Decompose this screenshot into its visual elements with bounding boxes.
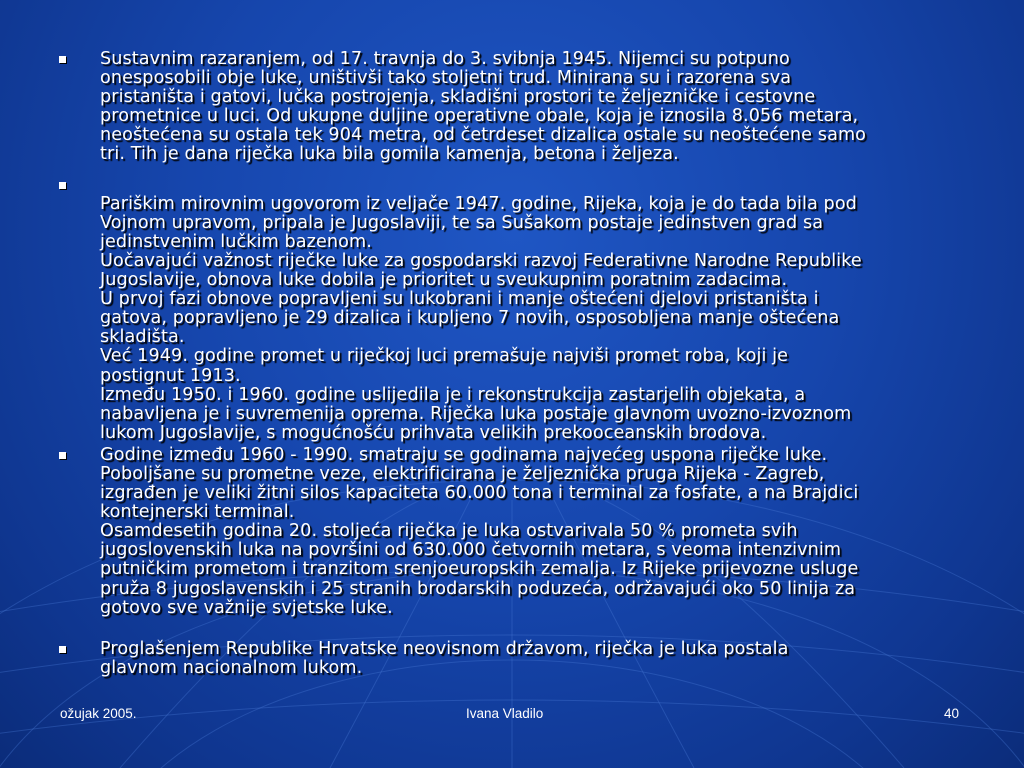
- text-line: kontejnerski terminal.: [100, 502, 295, 523]
- text-line: [100, 176, 974, 195]
- text-line: neoštećena su ostala tek 904 metra, od četrdeset dizalica ostale su neoštećene samo: [100, 125, 867, 146]
- text-line: onesposobili obje luke, uništivši tako stoljetni trud. Minirana su i razorena sva: [100, 68, 792, 89]
- text-line: Jugoslavije, obnova luke dobila je prioritet u sveukupnim poratnim zadacima.: [100, 270, 788, 291]
- text-line: gatova, popravljeno je 29 dizalica i kupljeno 7 novih, osposobljena manje oštećena: [100, 308, 840, 329]
- text-line: jugoslovenskih luka na površini od 630.000 četvornih metara, s veoma intenzivnim: [100, 540, 842, 561]
- text-line: izgrađen je veliki žitni silos kapaciteta 60.000 tona i terminal za fosfate, a na Brajdici: [100, 483, 859, 504]
- text-line: U prvoj fazi obnove popravljeni su lukobrani i manje oštećeni djelovi pristaništa i: [100, 289, 819, 310]
- square-bullet-icon: [59, 452, 66, 459]
- text-line: Osamdesetih godina 20. stoljeća riječka je luka ostvarivala 50 % prometa svih: [100, 521, 798, 542]
- text-line: pruža 8 jugoslavenskih i 25 stranih brodarskih poduzeća, održavajući oko 50 linija za: [100, 578, 856, 599]
- bullet-item: [54, 176, 974, 443]
- square-bullet-icon: [59, 182, 66, 189]
- text-line: postignut 1913.: [100, 365, 241, 386]
- text-line: Već 1949. godine promet u riječkoj luci premašuje najviši promet roba, koji je: [100, 346, 789, 367]
- bullet-item: [54, 640, 974, 678]
- text-line: Uočavajući važnost riječke luke za gospodarski razvoj Federativne Narodne Republike: [100, 250, 862, 271]
- text-line: gotovo sve važnije svjetske luke.: [100, 597, 393, 618]
- square-bullet-icon: [59, 646, 66, 653]
- text-line: nabavljena je i suvremenija oprema. Riječka luka postaje glavnom uvozno-izvoznom: [100, 403, 852, 424]
- footer-author: Ivana Vladilo: [466, 706, 544, 721]
- text-line: Proglašenjem Republike Hrvatske neovisnom državom, riječka je luka postala: [100, 638, 789, 659]
- text-line: glavnom nacionalnom lukom.: [100, 657, 363, 678]
- text-line: skladišta.: [100, 327, 185, 348]
- footer-page-number: 40: [944, 706, 960, 721]
- text-line: Pariškim mirovnim ugovorom iz veljače 1947. godine, Rijeka, koja je do tada bila pod: [100, 193, 857, 214]
- text-line: Vojnom upravom, pripala je Jugoslaviji, te sa Sušakom postaje jedinstven grad sa: [100, 212, 824, 233]
- footer-date: ožujak 2005.: [60, 706, 137, 721]
- bullet-item: [54, 446, 974, 618]
- text-line: jedinstvenim lučkim bazenom.: [100, 231, 372, 252]
- text-line: tri. Tih je dana riječka luka bila gomila kamenja, betona i željeza.: [100, 144, 679, 165]
- bullet-item: [54, 50, 974, 165]
- text-line: pristaništa i gatovi, lučka postrojenja, skladišni prostori te željezničke i cestovne: [100, 87, 816, 108]
- slide-content: [54, 50, 974, 678]
- text-line: lukom Jugoslavije, s mogućnošću prihvata velikih prekooceanskih brodova.: [100, 422, 767, 443]
- text-line: putničkim prometom i tranzitom srenjoeuropskih zemalja. Iz Rijeke prijevozne usluge: [100, 559, 859, 580]
- text-line: Godine između 1960 - 1990. smatraju se godinama najvećeg uspona riječke luke.: [100, 444, 828, 465]
- text-line: Između 1950. i 1960. godine uslijedila je i rekonstrukcija zastarjelih objekata, a: [100, 384, 806, 405]
- text-line: Sustavnim razaranjem, od 17. travnja do 3. svibnja 1945. Nijemci su potpuno: [100, 49, 790, 69]
- text-line: prometnice u luci. Od ukupne duljine operativne obale, koja je iznosila 8.056 metara,: [100, 106, 859, 127]
- square-bullet-icon: [59, 56, 66, 63]
- text-line: Poboljšane su prometne veze, elektrificirana je željeznička pruga Rijeka - Zagreb,: [100, 463, 825, 484]
